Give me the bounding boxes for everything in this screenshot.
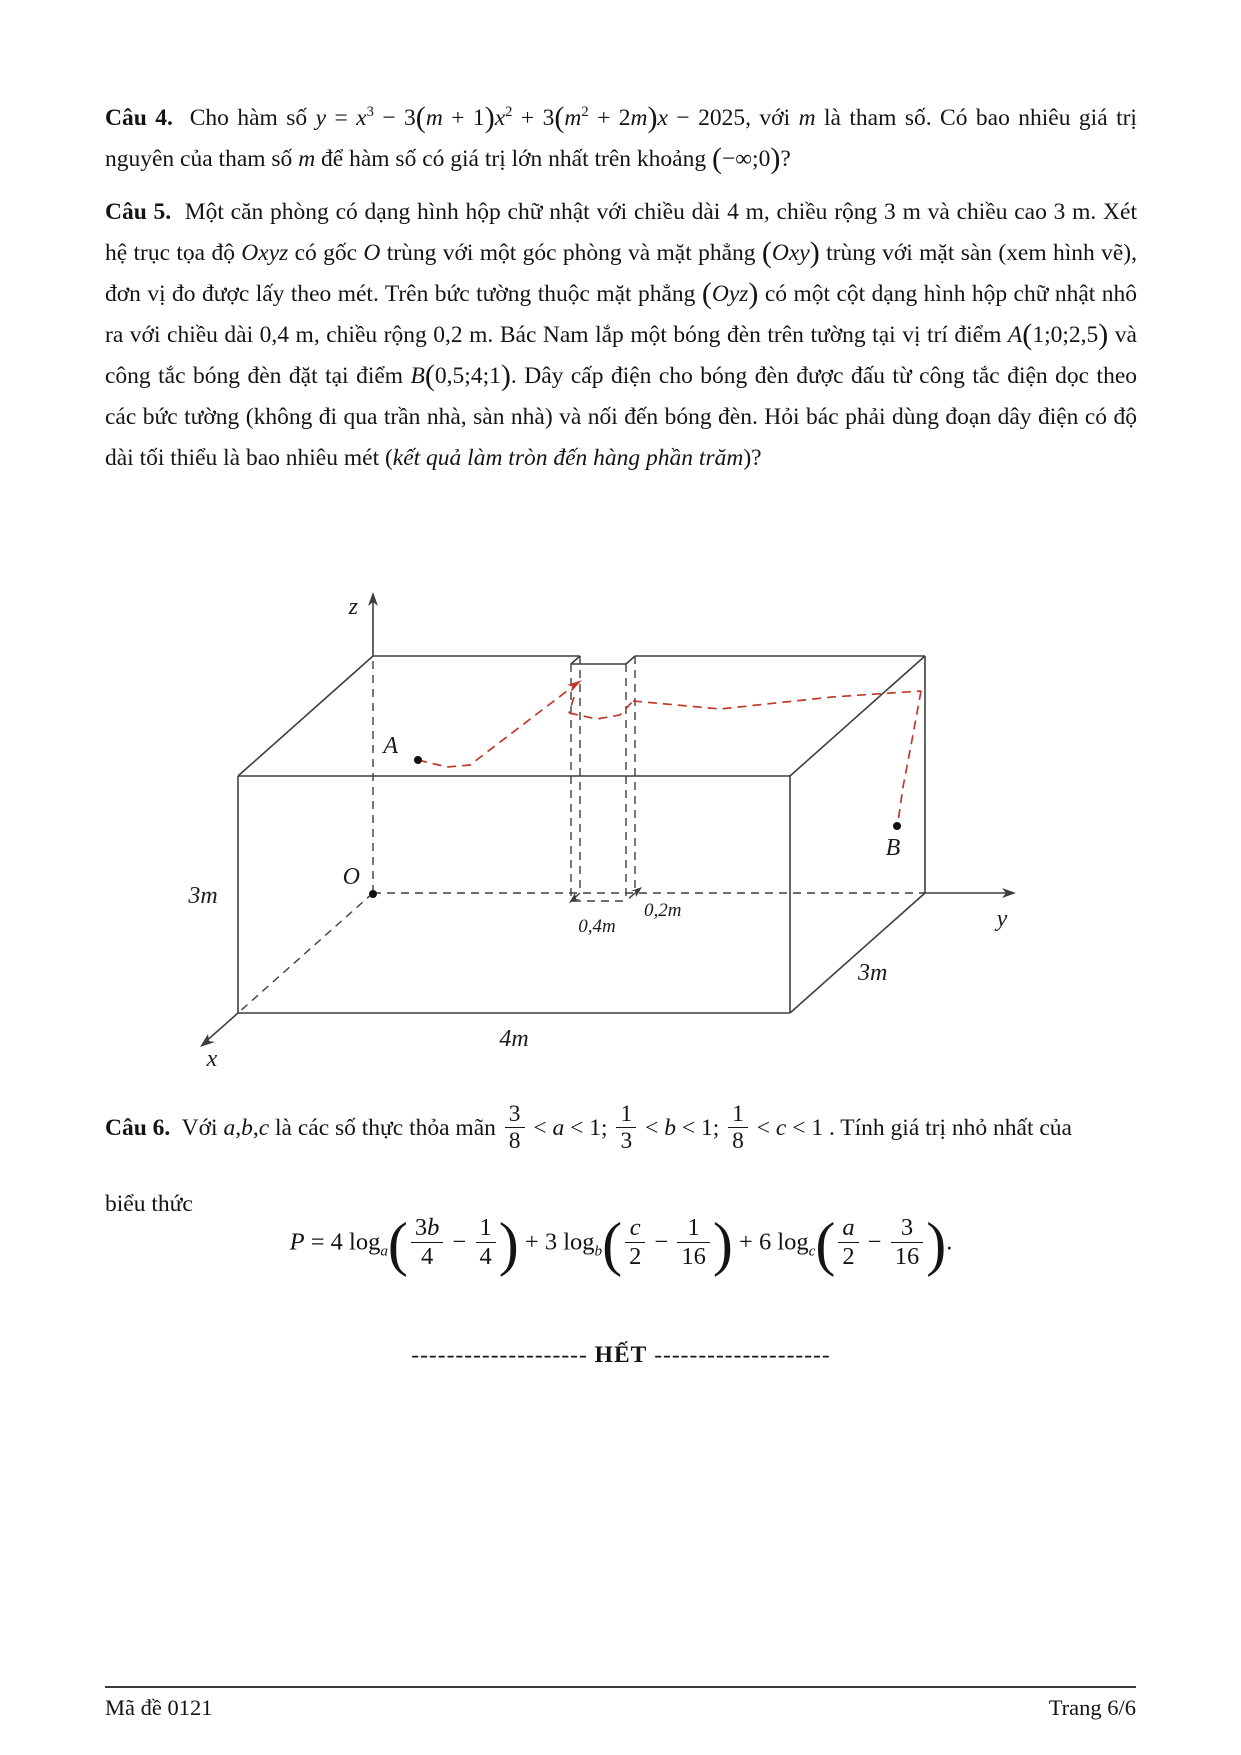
origin-dot [369, 890, 377, 898]
expression-p: P = 4 $\log_a$( $\frac{3b}{4}$ − $\frac{1}{4}$ ) + 3 $\log_b$( $\frac{c}{2}$ − $\frac{1}{16}$ ) + 6 $\log_c$( $\frac{a}{2}$ − $\frac{3}{16}$ ). [289, 1211, 953, 1277]
wire-segment-to-right-wall [633, 691, 921, 709]
height-dimension-label: 3m [188, 883, 218, 909]
question-4: Câu 4. Cho hàm số $y = x^3 - 3(m + 1)x^2 + 3(m^2 + 2m)x - 2025$, với m là tham số. Có bao nhiêu giá trị nguyên của tham số m để hàm số có giá trị lớn nhất trên khoảng (−∞;0)? [105, 99, 1137, 175]
question-5: Câu 5. Một căn phòng có dạng hình hộp chữ nhật với chiều dài 4 m, chiều rộng 3 m và chiều cao 3 m. Xét hệ trục tọa độ Oxyz có gốc O trùng với một góc phòng và mặt phẳng (Oxy) trùng với mặt sàn (xem hình vẽ), đơn vị đo được lấy theo mét. Trên bức tường thuộc mặt phẳng (Oyz) có một cột dạng hình hộp chữ nhật nhô ra với chiều dài 0,4 m, chiều rộng 0,2 m. Bác Nam lắp một bóng đèn trên tường tại vị trí điểm A(1;0;2,5) và công tắc bóng đèn đặt tại điểm B(0,5;4;1). Dây cấp điện cho bóng đèn được đấu từ công tắc điện dọc theo các bức tường (không đi qua trần nhà, sàn nhà) và nối đến bóng đèn. Hỏi bác phải dùng đoạn dây điện có độ dài tối thiểu là bao nhiêu mét (kết quả làm tròn đến hàng phần trăm)? [105, 199, 1137, 471]
wire-segment-across-column [569, 701, 633, 719]
page-number: Trang 6/6 [1048, 1695, 1136, 1720]
room-edges [238, 656, 925, 1013]
ceiling-right-edge [790, 656, 925, 776]
point-a-dot [414, 756, 422, 764]
y-axis-label: y [996, 906, 1008, 932]
page-footer [105, 1686, 1136, 1721]
question-6-line2: biểu thức [105, 1191, 193, 1217]
exam-code: Mã đề 0121 [105, 1695, 213, 1720]
diagram-labels [187, 594, 1007, 1072]
coordinate-axes [200, 592, 1016, 1047]
x-axis-hidden [238, 893, 373, 1013]
width-dimension-label: 3m [858, 960, 888, 986]
point-b-label: B [885, 835, 901, 861]
wire-segment-down-to-b [898, 691, 921, 822]
ceiling-left-edge [238, 656, 373, 776]
wire-segment-a-to-column [418, 691, 567, 767]
length-dimension-label: 4m [499, 1026, 529, 1052]
point-a-label: A [383, 733, 398, 759]
end-marker: -------------------- HẾT -------------------- [411, 1342, 831, 1368]
wall-column [569, 656, 642, 903]
point-b-dot [893, 822, 901, 830]
floor-right-edge [790, 893, 925, 1013]
origin-label: O [342, 864, 360, 890]
x-axis-label: x [206, 1046, 218, 1072]
z-axis-label: z [348, 594, 358, 620]
question-6: Câu 6. Với a,b,c là các số thực thỏa mãn $\frac{3}{8}$ < a < 1; $\frac{1}{3}$ < b < 1; $\frac{1}{8}$ < c < 1 . Tính giá trị nhỏ nhất của [105, 1101, 1072, 1155]
electric-wire [418, 680, 921, 822]
column-length-label: 0,4m [578, 916, 616, 937]
room-diagram [150, 520, 1050, 1080]
column-width-label: 0,2m [644, 900, 682, 921]
